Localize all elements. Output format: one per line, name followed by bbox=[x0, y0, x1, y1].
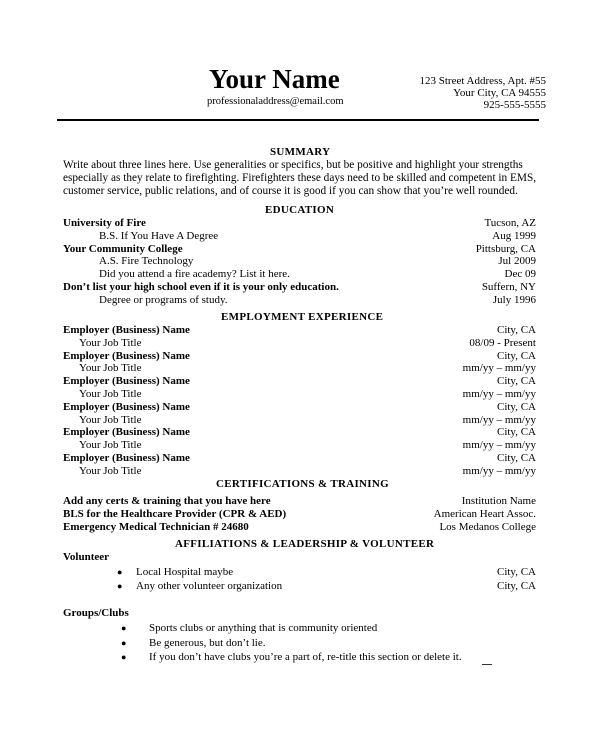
certification-row-detail: Los Medanos College bbox=[439, 521, 536, 533]
employment-row-detail: mm/yy – mm/yy bbox=[462, 439, 536, 452]
employment-row-text: Your Job Title bbox=[79, 439, 142, 452]
affiliations-heading: AFFILIATIONS & LEADERSHIP & VOLUNTEER bbox=[175, 538, 435, 550]
employment-row bbox=[0, 439, 600, 452]
employment-row-text: Your Job Title bbox=[79, 362, 142, 375]
summary-line: Write about three lines here. Use generalities or specifics, but be positive and highlight your strengths bbox=[63, 159, 523, 171]
volunteer-item-detail: City, CA bbox=[496, 566, 536, 578]
employment-row-text: Employer (Business) Name bbox=[63, 349, 190, 362]
education-row bbox=[0, 268, 600, 281]
bullet-icon: ● bbox=[121, 623, 127, 633]
certification-row-text: Emergency Medical Technician # 24680 bbox=[63, 521, 249, 533]
employment-row bbox=[0, 362, 600, 375]
resume-name: Your Name bbox=[209, 64, 340, 94]
employment-row-text: Your Job Title bbox=[79, 388, 142, 400]
education-row-text: Degree or programs of study. bbox=[99, 293, 228, 306]
certification-row bbox=[0, 508, 600, 521]
groups-label: Groups/Clubs bbox=[63, 607, 129, 619]
employment-row-text: Employer (Business) Name bbox=[63, 324, 190, 336]
volunteer-label: Volunteer bbox=[63, 551, 110, 563]
group-item bbox=[0, 622, 600, 635]
employment-row bbox=[0, 426, 600, 439]
bullet-icon: ● bbox=[117, 581, 123, 591]
employment-row bbox=[0, 375, 600, 388]
group-item bbox=[0, 637, 600, 650]
employment-row-detail: City, CA bbox=[496, 400, 536, 413]
education-row-detail: July 1996 bbox=[492, 293, 536, 306]
employment-row bbox=[0, 388, 600, 401]
employment-row bbox=[0, 401, 600, 414]
education-row-text: Your Community College bbox=[63, 242, 183, 255]
employment-row-detail: 08/09 - Present bbox=[469, 336, 536, 349]
employment-row-detail: City, CA bbox=[496, 375, 536, 388]
education-row bbox=[0, 255, 600, 268]
education-row-detail: Dec 09 bbox=[504, 268, 536, 281]
education-row-detail: Jul 2009 bbox=[498, 255, 536, 268]
summary-heading: SUMMARY bbox=[270, 146, 331, 158]
volunteer-item-detail: City, CA bbox=[496, 580, 536, 592]
employment-row bbox=[0, 337, 600, 350]
summary-line: customer service, public relations, and of course it is good if you can show that you’re well rounded. bbox=[63, 185, 518, 197]
phone-number: 925-555-5555 bbox=[483, 99, 546, 111]
education-row bbox=[0, 230, 600, 243]
employment-row-text: Your Job Title bbox=[79, 336, 142, 349]
group-item bbox=[0, 651, 600, 664]
volunteer-item-text: Local Hospital maybe bbox=[136, 566, 234, 578]
education-row bbox=[0, 243, 600, 256]
education-row-detail: Aug 1999 bbox=[492, 229, 536, 242]
employment-row-detail: City, CA bbox=[496, 349, 536, 362]
employment-row bbox=[0, 465, 600, 478]
address-line-2: Your City, CA 94555 bbox=[453, 87, 546, 99]
employment-row bbox=[0, 324, 600, 337]
employment-row-detail: mm/yy – mm/yy bbox=[462, 464, 536, 477]
employment-row-text: Your Job Title bbox=[79, 413, 142, 426]
volunteer-item-text: Any other volunteer organization bbox=[136, 580, 283, 592]
employment-row-detail: City, CA bbox=[496, 324, 536, 336]
volunteer-item bbox=[0, 566, 600, 579]
bullet-icon: ● bbox=[117, 567, 123, 577]
bullet-icon: ● bbox=[121, 652, 127, 662]
education-row-detail: Pittsburg, CA bbox=[475, 242, 536, 255]
education-row-text: A.S. Fire Technology bbox=[99, 255, 194, 268]
certifications-heading: CERTIFICATIONS & TRAINING bbox=[216, 478, 389, 490]
education-row bbox=[0, 217, 600, 230]
employment-row bbox=[0, 350, 600, 363]
volunteer-item bbox=[0, 580, 600, 593]
employment-row-text: Your Job Title bbox=[79, 464, 142, 477]
employment-row bbox=[0, 452, 600, 465]
summary-line: especially as they relate to firefighting. Firefighters these days need to be skilled and competent in EMS, bbox=[63, 172, 537, 184]
group-item-text: Sports clubs or anything that is community oriented bbox=[149, 622, 378, 634]
email-address: professionaladdress@email.com bbox=[207, 96, 344, 107]
certification-row-text: Add any certs & training that you have here bbox=[63, 495, 271, 507]
employment-row bbox=[0, 414, 600, 427]
certification-row-detail: American Heart Assoc. bbox=[433, 508, 536, 520]
education-row-detail: Suffern, NY bbox=[481, 281, 536, 293]
education-row bbox=[0, 294, 600, 307]
education-row-text: Don’t list your high school even if it is your only education. bbox=[63, 281, 339, 293]
education-row-text: University of Fire bbox=[63, 217, 146, 229]
employment-row-detail: mm/yy – mm/yy bbox=[462, 413, 536, 426]
certification-row bbox=[0, 495, 600, 508]
education-heading: EDUCATION bbox=[265, 204, 335, 216]
education-row bbox=[0, 281, 600, 294]
employment-row-text: Employer (Business) Name bbox=[63, 426, 190, 439]
employment-row-text: Employer (Business) Name bbox=[63, 375, 190, 388]
employment-row-detail: mm/yy – mm/yy bbox=[462, 362, 536, 375]
employment-row-detail: City, CA bbox=[496, 452, 536, 464]
certification-row bbox=[0, 521, 600, 534]
employment-row-detail: City, CA bbox=[496, 426, 536, 439]
header-divider bbox=[57, 119, 539, 121]
education-row-detail: Tucson, AZ bbox=[484, 217, 536, 229]
employment-row-detail: mm/yy – mm/yy bbox=[462, 388, 536, 400]
certification-row-detail: Institution Name bbox=[461, 495, 536, 507]
group-item-text: Be generous, but don’t lie. bbox=[149, 636, 266, 649]
employment-row-text: Employer (Business) Name bbox=[63, 452, 190, 464]
group-item-text: If you don’t have clubs you’re a part of, re-title this section or delete it. bbox=[149, 651, 462, 663]
certification-row-text: BLS for the Healthcare Provider (CPR & AED) bbox=[63, 508, 287, 520]
employment-row-text: Employer (Business) Name bbox=[63, 400, 190, 413]
address-line-1: 123 Street Address, Apt. #55 bbox=[419, 75, 546, 87]
education-row-text: B.S. If You Have A Degree bbox=[99, 229, 219, 242]
education-row-text: Did you attend a fire academy? List it here. bbox=[99, 268, 290, 281]
employment-heading: EMPLOYMENT EXPERIENCE bbox=[221, 311, 384, 323]
bullet-icon: ● bbox=[121, 637, 127, 648]
page-fragment-line bbox=[482, 664, 492, 665]
